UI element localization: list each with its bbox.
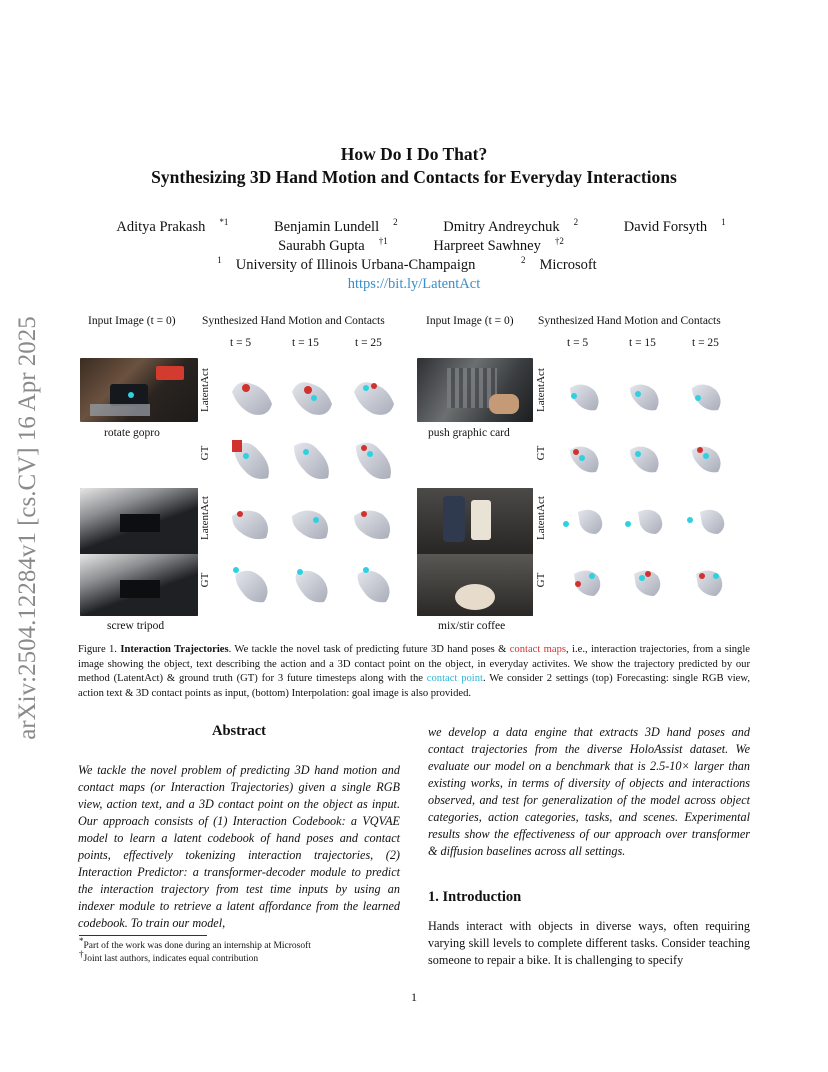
hand-render — [354, 510, 390, 539]
author: Saurabh Gupta $^{\dagger 1}$ — [278, 236, 388, 254]
hand-render — [292, 510, 328, 539]
input-image-mix-stir-coffee — [417, 488, 533, 616]
input-header-right: Input Image (t = 0) — [426, 315, 514, 327]
hand-render — [574, 570, 600, 596]
timestep-label: t = 15 — [292, 337, 319, 349]
row-label-gt: GT — [199, 572, 211, 588]
input-image-screw-tripod — [80, 488, 198, 616]
row-label-latentact: LatentAct — [535, 368, 547, 412]
author: Benjamin Lundell $^2$ — [274, 217, 398, 235]
hand-render — [692, 446, 721, 472]
paper-title-line2: Synthesizing 3D Hand Motion and Contacts for Everyday Interactions — [151, 167, 677, 187]
author-row-2 — [80, 238, 748, 255]
page-number: 1 — [411, 990, 417, 1004]
hand-render — [692, 384, 721, 410]
hand-render — [570, 384, 599, 410]
synth-header-left: Synthesized Hand Motion and Contacts — [202, 315, 385, 327]
row-label-gt: GT — [535, 445, 547, 461]
example-label: mix/stir coffee — [438, 620, 506, 632]
affiliations — [80, 257, 748, 274]
hand-render — [630, 446, 659, 472]
abstract-heading: Abstract — [212, 723, 266, 739]
hand-render — [233, 567, 268, 602]
figure-caption: Figure 1. Interaction Trajectories. We tackle the novel task of predicting future 3D hand poses & contact maps, i.e., interaction trajectories, from a single image showing the object, text describing the action and a 3D contact point on the object, in everyday activites. We show the trajectory predicted by our method (LatentAct) & ground truth (GT) for 3 future timesteps along with the contact point. We consider 2 settings (top) Forecasting: single RGB view, action text & 3D contact points as input, (bottom) Interpolation: goal image is also provided. — [78, 644, 751, 699]
author-row-1 — [80, 219, 748, 236]
row-label-latentact: LatentAct — [199, 368, 211, 412]
footnote: *Part of the work was done during an internship at Microsoft — [79, 935, 311, 951]
timestep-label: t = 15 — [629, 337, 656, 349]
example-label: push graphic card — [428, 427, 510, 439]
abstract-left-text: We tackle the novel problem of predicting 3D hand motion and contact maps (or Interaction Trajectories) given a single RGB view, action text, and a 3D contact point on the object as input. Our approach consists of (1) Interaction Codebook: a VQVAE model to learn a latent codebook of hand poses and contact points, effectively tokenizing interaction trajectories, (2) Interaction Predictor: a transformer-decoder module to predict the interaction trajectory from test time inputs by using an indexer module to retrieve a latent affordance from the learned codebook. To train our model, — [78, 763, 400, 930]
hand-renders-right — [556, 360, 746, 610]
hand-render — [232, 510, 268, 539]
author: David Forsyth $^1$ — [623, 217, 726, 235]
hand-render — [232, 382, 272, 415]
timestep-label: t = 5 — [230, 337, 252, 349]
author: Aditya Prakash $^{*1}$ — [116, 217, 229, 235]
example-label: rotate gopro — [104, 427, 160, 439]
footnote: †Joint last authors, indicates equal contribution — [79, 948, 259, 964]
hand-renders-left — [220, 360, 400, 610]
hand-render — [687, 510, 724, 534]
row-label-gt: GT — [535, 572, 547, 588]
paper-title-line1: How Do I Do That? — [340, 144, 488, 164]
hand-render — [354, 382, 394, 415]
row-label-latentact: LatentAct — [535, 496, 547, 540]
introduction-text: Hands interact with objects in diverse ways, often requiring varying skill levels to complete different tasks. Consider teaching someone to repair a bike. It is challenging to specify — [428, 919, 750, 967]
hand-render — [296, 569, 328, 602]
abstract-right-text: we develop a data engine that extracts 3D hand poses and contact trajectories from the diverse HoloAssist dataset. We evaluate our model on a benchmark that is 2.5-10× larger than existing works, in terms of diversity of objects and interactions observed, and test for generalization of the model across object categories, action categories, tasks, and scenes. Experimental results show the effectiveness of our approach over transformer & diffusion baselines across all settings. — [428, 725, 750, 858]
introduction-heading: 1. Introduction — [428, 889, 522, 905]
hand-render — [356, 443, 391, 479]
synth-header-right: Synthesized Hand Motion and Contacts — [538, 315, 721, 327]
input-header-left: Input Image (t = 0) — [88, 315, 176, 327]
timestep-label: t = 25 — [692, 337, 719, 349]
input-image-rotate-gopro — [80, 358, 198, 422]
hand-render — [294, 443, 329, 479]
hand-render — [625, 510, 662, 534]
hand-render — [563, 510, 602, 534]
hand-render — [292, 382, 332, 415]
project-link[interactable]: https://bit.ly/LatentAct — [347, 276, 481, 292]
hand-render — [570, 446, 599, 472]
timestep-label: t = 5 — [567, 337, 589, 349]
timestep-label: t = 25 — [355, 337, 382, 349]
affiliation: $^1$ University of Illinois Urbana-Champaign — [217, 255, 476, 273]
author: Harpreet Sawhney $^{\dagger 2}$ — [433, 236, 564, 254]
input-image-push-graphic-card — [417, 358, 533, 422]
hand-render — [358, 567, 390, 602]
hand-render — [232, 440, 269, 479]
affiliation: $^2$ Microsoft — [521, 255, 597, 273]
row-label-latentact: LatentAct — [199, 496, 211, 540]
example-label: screw tripod — [107, 620, 165, 632]
row-label-gt: GT — [199, 445, 211, 461]
author: Dmitry Andreychuk $^2$ — [443, 217, 579, 235]
hand-render — [696, 570, 722, 596]
hand-render — [630, 384, 659, 410]
footnote-rule — [79, 935, 207, 936]
arxiv-stamp: arXiv:2504.12284v1 [cs.CV] 16 Apr 2025 — [14, 316, 41, 740]
hand-render — [634, 570, 660, 596]
